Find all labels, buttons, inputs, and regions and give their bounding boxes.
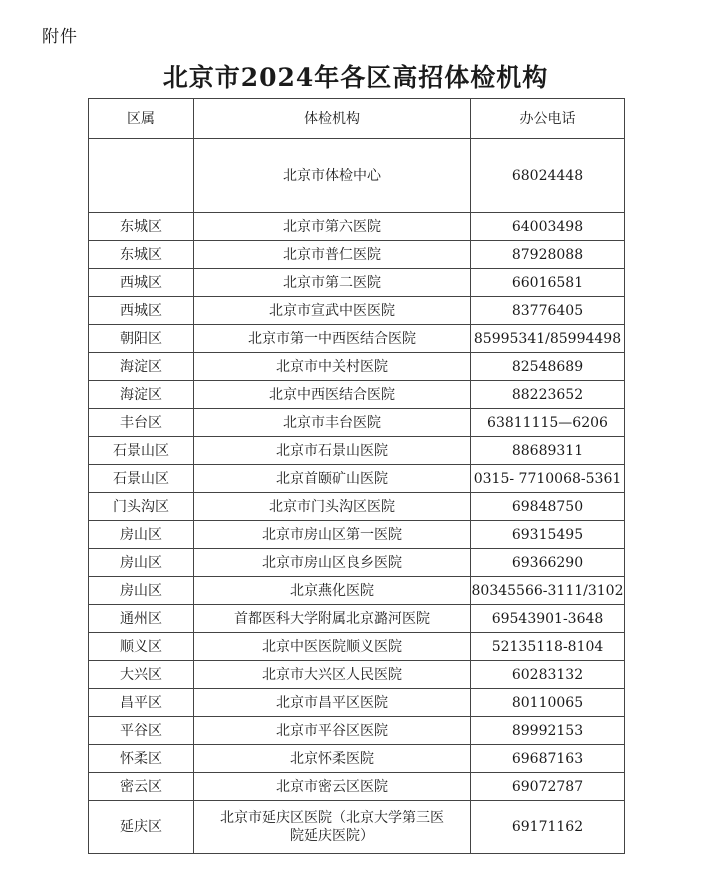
district-cell: 门头沟区 xyxy=(89,493,194,521)
table-row xyxy=(89,269,625,297)
table-row xyxy=(89,241,625,269)
institution-cell: 北京市第一中西医结合医院 xyxy=(194,325,471,353)
district-cell: 海淀区 xyxy=(89,381,194,409)
phone-cell: 69687163 xyxy=(471,745,625,773)
phone-cell: 89992153 xyxy=(471,717,625,745)
phone-cell: 0315- 7710068-5361 xyxy=(471,465,625,493)
phone-cell: 68024448 xyxy=(471,139,625,213)
table-row xyxy=(89,521,625,549)
table-row xyxy=(89,139,625,213)
table-row xyxy=(89,633,625,661)
table-row xyxy=(89,801,625,854)
institution-cell: 北京市第六医院 xyxy=(194,213,471,241)
phone-cell: 66016581 xyxy=(471,269,625,297)
table-row xyxy=(89,577,625,605)
district-cell: 怀柔区 xyxy=(89,745,194,773)
district-cell: 丰台区 xyxy=(89,409,194,437)
district-cell: 石景山区 xyxy=(89,465,194,493)
district-cell: 西城区 xyxy=(89,297,194,325)
district-cell: 东城区 xyxy=(89,213,194,241)
phone-cell: 69171162 xyxy=(471,801,625,854)
institution-table xyxy=(88,98,625,854)
phone-cell: 88689311 xyxy=(471,437,625,465)
table-row xyxy=(89,381,625,409)
table-row xyxy=(89,493,625,521)
institution-cell: 北京市中关村医院 xyxy=(194,353,471,381)
institution-cell: 北京市丰台医院 xyxy=(194,409,471,437)
header-phone: 办公电话 xyxy=(471,99,625,139)
institution-cell: 北京首颐矿山医院 xyxy=(194,465,471,493)
institution-cell: 北京市平谷区医院 xyxy=(194,717,471,745)
table-row xyxy=(89,213,625,241)
table-row xyxy=(89,605,625,633)
district-cell: 东城区 xyxy=(89,241,194,269)
institution-cell: 北京市宣武中医医院 xyxy=(194,297,471,325)
institution-cell: 北京市普仁医院 xyxy=(194,241,471,269)
page-title: 北京市2024年各区高招体检机构 xyxy=(162,63,549,92)
table-row xyxy=(89,549,625,577)
institution-cell: 北京市房山区第一医院 xyxy=(194,521,471,549)
phone-cell: 83776405 xyxy=(471,297,625,325)
district-cell: 房山区 xyxy=(89,521,194,549)
district-cell: 石景山区 xyxy=(89,437,194,465)
institution-cell: 北京市大兴区人民医院 xyxy=(194,661,471,689)
institution-cell: 北京市石景山医院 xyxy=(194,437,471,465)
phone-cell: 69315495 xyxy=(471,521,625,549)
phone-cell: 69848750 xyxy=(471,493,625,521)
institution-cell: 首都医科大学附属北京潞河医院 xyxy=(194,605,471,633)
table-header-row xyxy=(89,99,625,139)
district-cell: 朝阳区 xyxy=(89,325,194,353)
phone-cell: 85995341/85994498 xyxy=(471,325,625,353)
district-cell: 密云区 xyxy=(89,773,194,801)
district-cell: 通州区 xyxy=(89,605,194,633)
phone-cell: 87928088 xyxy=(471,241,625,269)
phone-cell: 63811115—6206 xyxy=(471,409,625,437)
institution-cell: 北京市昌平区医院 xyxy=(194,689,471,717)
district-cell: 大兴区 xyxy=(89,661,194,689)
attachment-label: 附件 xyxy=(42,27,78,47)
table-row xyxy=(89,689,625,717)
district-cell: 昌平区 xyxy=(89,689,194,717)
district-cell: 平谷区 xyxy=(89,717,194,745)
institution-name: 北京市延庆区医院（北京大学第三医院延庆医院） xyxy=(220,810,444,844)
district-cell: 房山区 xyxy=(89,577,194,605)
table-row xyxy=(89,409,625,437)
institution-cell: 北京燕化医院 xyxy=(194,577,471,605)
phone-cell: 88223652 xyxy=(471,381,625,409)
table-row xyxy=(89,745,625,773)
phone-cell: 69543901-3648 xyxy=(471,605,625,633)
district-cell: 西城区 xyxy=(89,269,194,297)
phone-cell: 82548689 xyxy=(471,353,625,381)
phone-cell: 64003498 xyxy=(471,213,625,241)
phone-cell: 69366290 xyxy=(471,549,625,577)
institution-cell: 北京市体检中心 xyxy=(194,139,471,213)
table-row xyxy=(89,353,625,381)
institution-cell: 北京中西医结合医院 xyxy=(194,381,471,409)
institution-cell xyxy=(194,801,471,854)
institution-cell: 北京中医医院顺义医院 xyxy=(194,633,471,661)
institution-cell: 北京市房山区良乡医院 xyxy=(194,549,471,577)
table-row xyxy=(89,465,625,493)
institution-cell: 北京市门头沟区医院 xyxy=(194,493,471,521)
table-row xyxy=(89,325,625,353)
institution-cell: 北京怀柔医院 xyxy=(194,745,471,773)
header-district: 区属 xyxy=(89,99,194,139)
institution-cell: 北京市密云区医院 xyxy=(194,773,471,801)
district-cell xyxy=(89,139,194,213)
district-cell: 房山区 xyxy=(89,549,194,577)
phone-cell: 60283132 xyxy=(471,661,625,689)
table-row xyxy=(89,661,625,689)
table-row xyxy=(89,717,625,745)
district-cell: 延庆区 xyxy=(89,801,194,854)
institution-cell: 北京市第二医院 xyxy=(194,269,471,297)
phone-cell: 80345566-3111/3102 xyxy=(471,577,625,605)
header-institution: 体检机构 xyxy=(194,99,471,139)
phone-cell: 52135118-8104 xyxy=(471,633,625,661)
table-row xyxy=(89,773,625,801)
phone-cell: 80110065 xyxy=(471,689,625,717)
district-cell: 顺义区 xyxy=(89,633,194,661)
phone-cell: 69072787 xyxy=(471,773,625,801)
table-row xyxy=(89,297,625,325)
district-cell: 海淀区 xyxy=(89,353,194,381)
table-row xyxy=(89,437,625,465)
